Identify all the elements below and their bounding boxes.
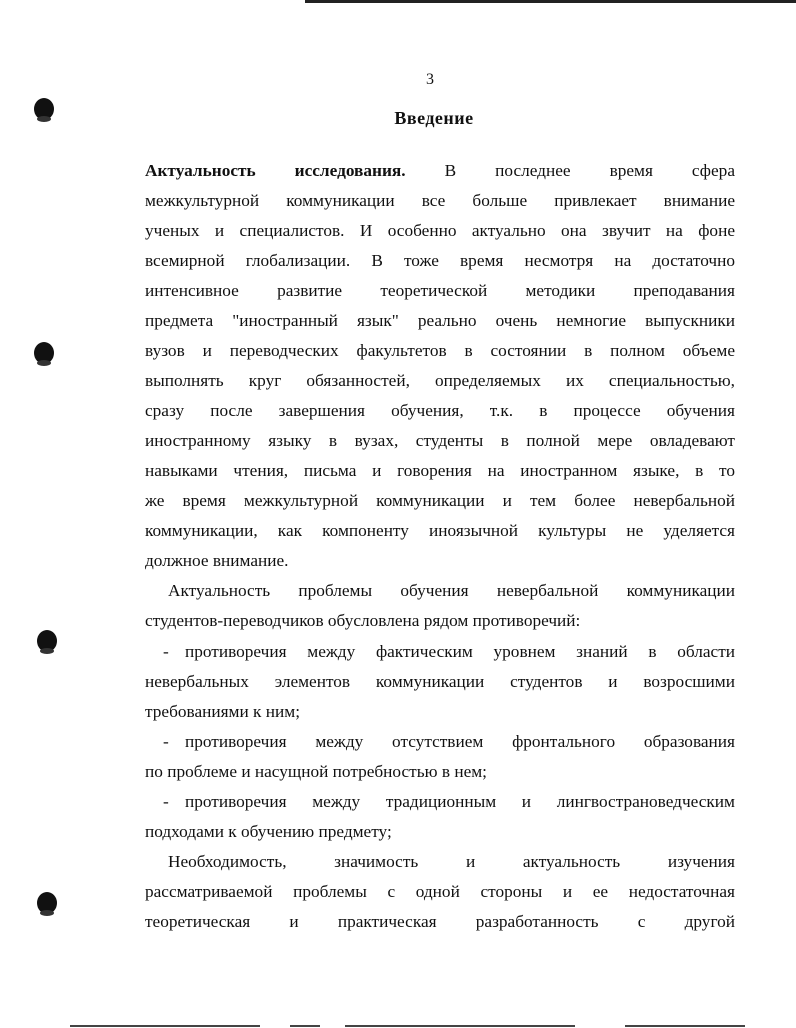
punch-hole-mark xyxy=(34,342,54,364)
text-line: же время межкультурной коммуникации и тем более невербальной xyxy=(145,491,735,510)
text-line: всемирной глобализации. В тоже время несмотря на достаточно xyxy=(145,251,735,270)
text-line: вузов и переводческих факультетов в состоянии в полном объеме xyxy=(145,341,735,360)
text-line: подходами к обучению предмету; xyxy=(145,822,392,841)
punch-hole-mark xyxy=(37,630,57,652)
text-line xyxy=(145,160,735,182)
page-title: Введение xyxy=(394,108,474,128)
scan-edge-bottom xyxy=(290,1025,320,1027)
text-fragment: противоречия между отсутствием фронтального образования xyxy=(185,732,735,751)
text-line: Необходимость, значимость и актуальность изучения xyxy=(168,852,735,871)
text-fragment: противоречия между фактическим уровнем знаний в области xyxy=(185,642,735,661)
text-line: студентов-переводчиков обусловлена рядом противоречий: xyxy=(145,611,581,630)
text-line: предмета "иностранный язык" реально очень немногие выпускники xyxy=(145,311,735,330)
text-line: невербальных элементов коммуникации студентов и возросшими xyxy=(145,672,735,691)
text-line xyxy=(163,791,735,813)
scan-edge-bottom xyxy=(625,1025,745,1027)
text-line: рассматриваемой проблемы с одной стороны и ее недостаточная xyxy=(145,882,735,901)
text-line: должное внимание. xyxy=(145,551,289,570)
text-line: Актуальность проблемы обучения невербальной коммуникации xyxy=(168,581,735,600)
text-line: выполнять круг обязанностей, определяемых их специальностью, xyxy=(145,371,735,390)
text-fragment: В последнее время сфера xyxy=(405,161,735,180)
punch-hole-mark xyxy=(37,892,57,914)
text-line: сразу после завершения обучения, т.к. в процессе обучения xyxy=(145,401,735,420)
text-line: по проблеме и насущной потребностью в нем; xyxy=(145,762,487,781)
list-dash: - xyxy=(163,732,169,751)
scan-edge-bottom xyxy=(70,1025,260,1027)
text-line: ученых и специалистов. И особенно актуально она звучит на фоне xyxy=(145,221,735,240)
list-dash: - xyxy=(163,792,169,811)
text-fragment: противоречия между традиционным и лингвострановедческим xyxy=(185,792,735,811)
scan-edge-top xyxy=(305,0,796,3)
text-line: коммуникации, как компоненту иноязычной культуры не уделяется xyxy=(145,521,735,540)
text-line: теоретическая и практическая разработанность с другой xyxy=(145,912,735,931)
lead-term: Актуальность исследования. xyxy=(145,161,406,180)
text-line: иностранному языку в вузах, студенты в полной мере овладевают xyxy=(145,431,735,450)
scan-edge-bottom xyxy=(345,1025,575,1027)
text-line xyxy=(163,731,735,753)
page-number: 3 xyxy=(426,71,434,88)
text-line xyxy=(163,641,735,663)
text-line: навыками чтения, письма и говорения на иностранном языке, в то xyxy=(145,461,735,480)
text-line: требованиями к ним; xyxy=(145,702,301,721)
text-line: интенсивное развитие теоретической методики преподавания xyxy=(145,281,735,300)
text-line: межкультурной коммуникации все больше привлекает внимание xyxy=(145,191,735,210)
list-dash: - xyxy=(163,642,169,661)
